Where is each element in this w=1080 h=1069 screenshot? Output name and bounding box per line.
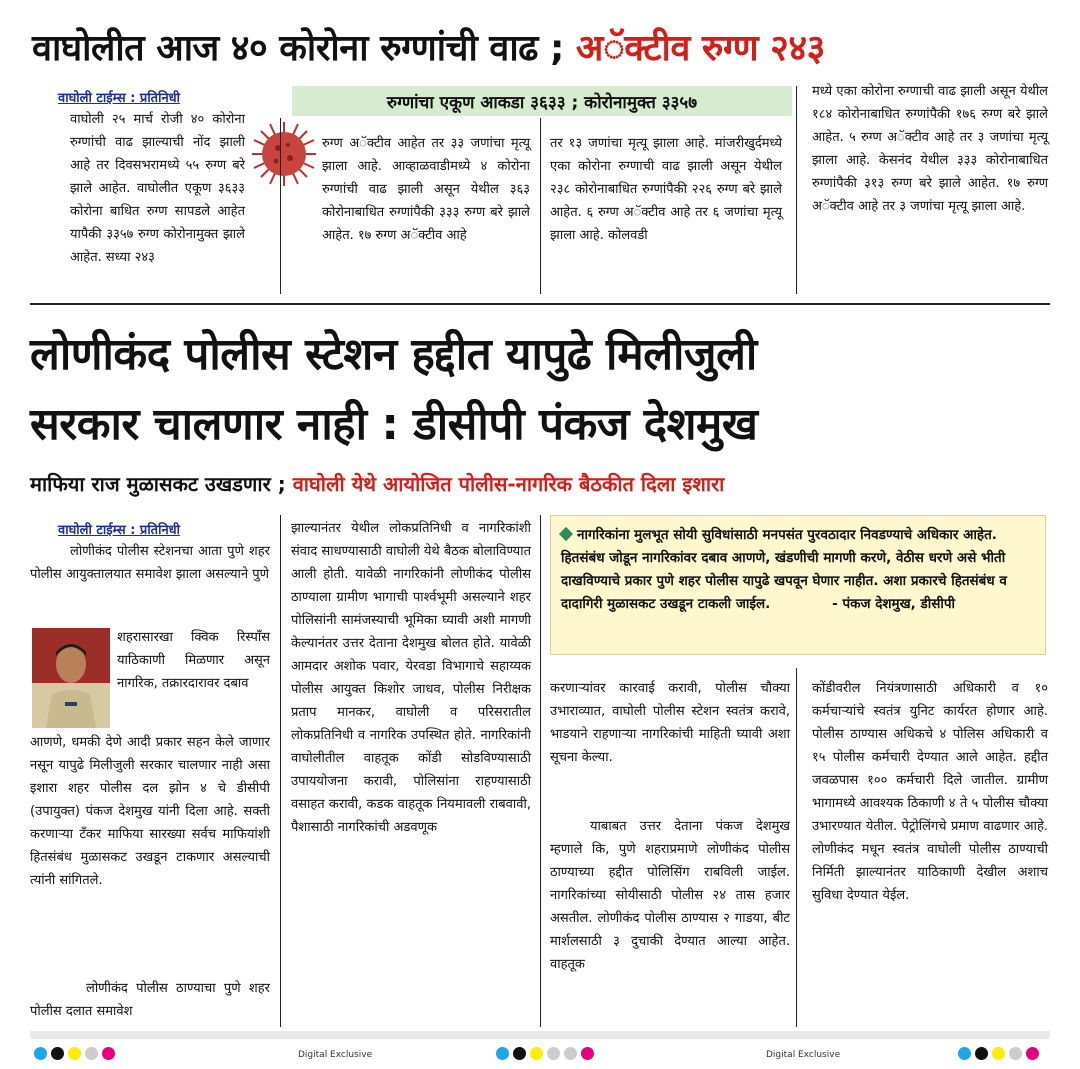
cyan-dot: [496, 1047, 509, 1060]
headline-police-line1: लोणीकंद पोलीस स्टेशन हद्दीत यापुढे मिलीजुली: [30, 329, 757, 380]
cyan-dot: [958, 1047, 971, 1060]
coronavirus-icon: [248, 118, 320, 190]
magenta-dot: [102, 1047, 115, 1060]
color-registration-marks-right: [958, 1047, 1039, 1060]
color-registration-marks-left: [34, 1047, 115, 1060]
black-dot: [975, 1047, 988, 1060]
article2-col1-top: लोणीकंद पोलीस स्टेशनचा आता पुणे शहर पोलीस आयुक्तालयात समावेश झाला असल्याने पुणे: [30, 544, 270, 582]
article1-col3: तर १३ जणांचा मृत्यू झाला आहे. मांजरीखुर्दमध्ये एका कोरोना रुग्णाची वाढ झाली असून येथील २३८ कोरोनाबाधित रुग्णांपैकी २२६ रुग्ण बरे झाले आहेत. ६ रुग्ण अॅक्टीव आहे तर ६ जणांचा मृत्यू झाला आहे. कोलवडी: [550, 136, 782, 243]
subheadline-red: वाघोली येथे आयोजित पोलीस-नागरिक बैठकीत दिला इशारा: [292, 472, 725, 496]
column-divider: [796, 668, 797, 1027]
magenta-dot: [1026, 1047, 1039, 1060]
yellow-dot: [530, 1047, 543, 1060]
article2-col1-side: शहरासारखा क्विक रिस्पॉंस याठिकाणी मिळणार असून नागरिक, तक्रारदारावर दबाव: [117, 630, 270, 691]
footer-label-right: Digital Exclusive: [766, 1050, 841, 1060]
column-divider: [280, 515, 281, 1027]
headline-police-line2: सरकार चालणार नाही : डीसीपी पंकज देशमुख: [30, 399, 758, 450]
footer-label-left: Digital Exclusive: [298, 1050, 373, 1060]
subheadline: [30, 470, 724, 497]
article1-col1: [30, 108, 245, 269]
gray-dot: [564, 1047, 577, 1060]
byline-police: वाघोली टाईम्स : प्रतिनिधी: [58, 523, 181, 538]
article1-col2: रुग्ण अॅक्टीव आहेत तर ३३ जणांचा मृत्यू झाला आहे. आव्हाळवाडीमध्ये ४ कोरोना रुग्णांची वाढ झाली असून येथील ३६३ कोरोनाबाधित रुग्णांपैकी ३३३ रुग्ण बरे झाले आहेत. १७ रुग्ण अॅक्टीव आहे: [322, 136, 530, 243]
color-registration-marks-center: [496, 1047, 594, 1060]
column-divider: [796, 86, 797, 294]
article2-col4: कोंडीवरील नियंत्रणासाठी अधिकारी व १० कर्मचाऱ्यांचे स्वतंत्र युनिट कार्यरत होणार आहे. पोलीस ठाण्यास अधिकचे ४ पोलिस अधिकारी व १५ पोलीस कर्मचारी देण्यात आले आहेत. हद्दीत जवळपास १०० कर्मचारी दिले जातील. ग्रामीण भागामध्ये आवश्यक ठिकाणी ४ ते ५ पोलीस चौक्या उभारण्यात येतील. पेट्रोलिंगचे प्रमाण वाढणार आहे. लोणीकंद मधून स्वतंत्र वाघोली पोलीस ठाण्याची निर्मिती झाल्यानंतर याठिकाणी देखील अशाच सुविधा देण्यात येईल.: [812, 681, 1048, 903]
quote-attribution: - पंकज देशमुख, डीसीपी: [832, 596, 955, 612]
article2-col3-para1: करणाऱ्यांवर कारवाई करावी, पोलीस चौक्या उभाराव्यात, वाघोली पोलीस स्टेशन स्वतंत्र करावे, भाडयाने राहणाऱ्या नागरिकांची माहिती घ्यावी अशा सूचना केल्या.: [550, 681, 790, 765]
headline-covid: [32, 22, 825, 71]
gray-dot: [547, 1047, 560, 1060]
yellow-dot: [992, 1047, 1005, 1060]
gray-dot: [1009, 1047, 1022, 1060]
article2-col1-para2: लोणीकंद पोलीस ठाण्याचा पुणे शहर पोलीस दलात समावेश: [30, 981, 270, 1019]
magenta-dot: [581, 1047, 594, 1060]
column-divider: [280, 118, 281, 294]
bullet-diamond-icon: [559, 527, 573, 541]
headline-covid-black: वाघोलीत आज ४० कोरोना रुग्णांची वाढ ;: [32, 28, 564, 69]
byline-covid: वाघोली टाईम्स : प्रतिनिधी: [58, 91, 181, 106]
person-portrait-icon: [32, 628, 110, 728]
headline-covid-red: अॅक्टीव रुग्ण २४३: [575, 28, 825, 69]
article1-col1-text: वाघोली २५ मार्च रोजी ४० कोरोना रुग्णांची वाढ झाल्याची नोंद झाली आहे तर दिवसभरामध्ये ५५ रुग्ण बरे झाले आहेत. वाघोलीत एकूण ३६३३ कोरोना बाधित रुग्ण सापडले आहेत यापैकी ३३५७ रुग्ण कोरोनामुक्त झाले आहेत. सध्या २४३: [70, 112, 245, 265]
article2-col1-rest: आणणे, धमकी देणे आदी प्रकार सहन केले जाणार नसून यापुढे मिलीजुली सरकार चालणार नाही असा इशारा शहर पोलीस दल झोन ४ चे डीसीपी (उपायुक्त) पंकज देशमुख यांनी दिला आहे. सक्ती करणाऱ्या टँकर माफिया सारख्या सर्वच माफियांशी हितसंबंध मुळासकट उखडून टाकणार असल्याची त्यांनी सांगितले.: [30, 735, 270, 888]
dcp-photo: [32, 628, 110, 728]
quote-text: नागरिकांना मुलभूत सोयी सुविधांसाठी मनपसंत पुरवठादार निवडण्याचे अधिकार आहेत. हितसंबंध जोडून नागरिकांवर दबाव आणणे, खंडणीची मागणी करणे, वेठीस धरणे असे भीती दाखविण्याचे प्रकार पुणे शहर पोलीस यापुढे खपवून घेणार नाहीत. अशा प्रकारचे हितसंबंध व दादागिरी मुळासकट उखडून टाकली जाईल.: [561, 527, 1007, 612]
dcp-quote-box: [550, 515, 1046, 655]
black-dot: [51, 1047, 64, 1060]
subheadline-black: माफिया राज मुळासकट उखडणार ;: [30, 472, 286, 496]
footer-gray-bar: [30, 1031, 1050, 1039]
article2-col3-para2: याबाबत उत्तर देताना पंकज देशमुख म्हणाले कि, पुणे शहराप्रमाणे लोणीकंद पोलीस ठाण्याच्या हद्दीत पोलिसिंग राबविली जाईल. नागरिकांच्या सोयीसाठी पोलीस २४ तास हजार असतील. लोणीकंद पोलीस ठाण्यास २ गाडया, बीट मार्शलसाठी ३ दुचाकी देण्यात आल्या आहेत. वाहतूक: [550, 819, 790, 972]
gray-dot: [85, 1047, 98, 1060]
article2-col2: झाल्यानंतर येथील लोकप्रतिनिधी व नागरिकांशी संवाद साधण्यासाठी वाघोली येथे बैठक बोलाविण्यात आली होती. यावेळी नागरिकांनी लोणीकंद पोलीस ठाण्याला ग्रामीण भागाची पार्श्वभूमी असल्याने शहर पोलिसांनी सामंजस्याची भूमिका घ्यावी अशी मागणी केल्यानंतर उत्तर देताना देशमुख बोलत होते. यावेळी आमदार अशोक पवार, येरवडा विभागाचे सहाय्यक पोलीस आयुक्त किशोर जाधव, पोलीस निरीक्षक प्रताप मानकर, वाघोली व परिसरातील लोकप्रतिनिधी व नागरिक उपस्थित होते. नागरिकांनी वाघोलीतील वाहतूक कोंडी सोडविण्यासाठी उपाययोजना करावी, पोलिसांना राहण्यासाठी वसाहत करावी, कडक वाहतूक नियमावली राबवावी, पैशासाठी नागरिकांची अडवणूक: [291, 521, 531, 835]
yellow-dot: [68, 1047, 81, 1060]
column-divider: [540, 515, 541, 1027]
article1-col4: मध्ये एका कोरोना रुग्णाची वाढ झाली असून येथील १८४ कोरोनाबाधित रुग्णांपैकी १७६ रुग्ण बरे झाले आहेत. ५ रुग्ण अॅक्टीव आहे तर ३ जणांचा मृत्यू झाला आहे. केसनंद येथील ३३३ कोरोनाबाधित रुग्णांपैकी ३१३ रुग्ण बरे झाले आहेत. १७ रुग्ण अॅक्टीव आहे तर ३ जणांचा मृत्यू झाला आहे.: [812, 84, 1048, 214]
column-divider: [540, 118, 541, 294]
covid-totals-banner: रुग्णांचा एकूण आकडा ३६३३ ; कोरोनामुक्त ३३५७: [292, 86, 792, 116]
cyan-dot: [34, 1047, 47, 1060]
section-divider: [30, 303, 1050, 305]
black-dot: [513, 1047, 526, 1060]
